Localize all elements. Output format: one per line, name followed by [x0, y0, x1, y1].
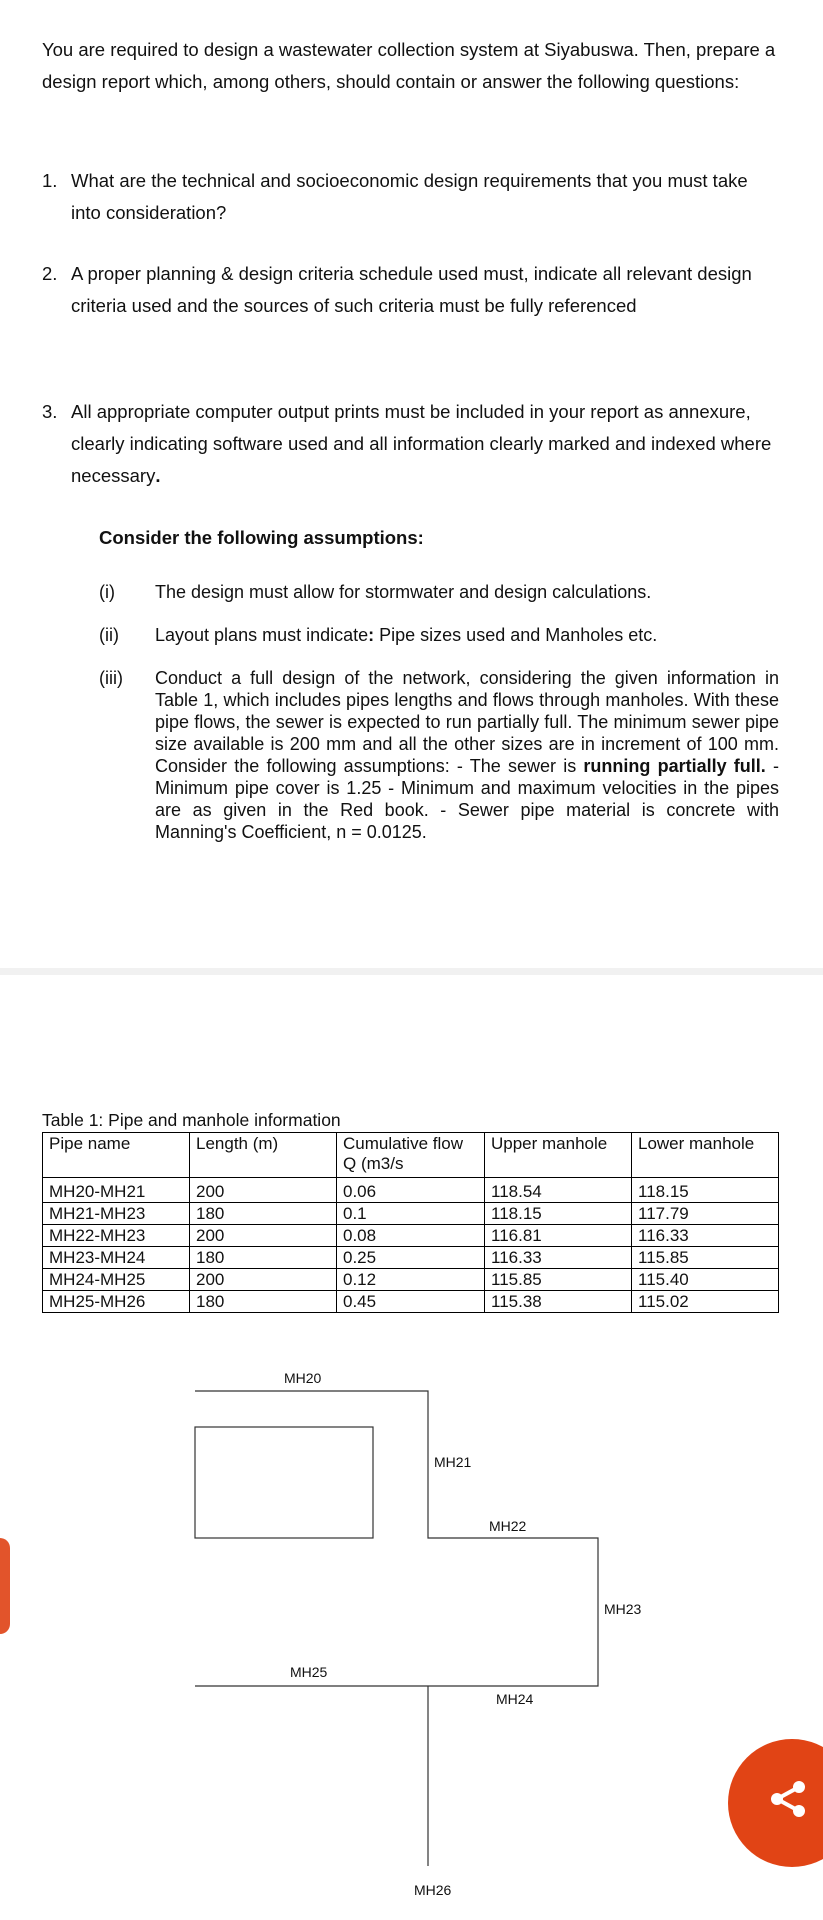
assumption-colon: :: [368, 625, 375, 645]
assumption-text-b: - Minimum pipe cover is 1.25 - Minimum and maximum velocities in the pipes are as given in the Red book. - Sewer pipe material is concrete with Manning's Coefficient, n = 0.0125.: [155, 756, 780, 842]
table-cell: 116.33: [485, 1247, 632, 1269]
question-text: What are the technical and socioeconomic design requirements that you must take into consideration?: [71, 170, 748, 223]
table-cell: MH20-MH21: [43, 1178, 190, 1203]
building-block: [195, 1427, 373, 1538]
table-cell: 180: [190, 1291, 337, 1313]
table-cell: 115.40: [632, 1269, 779, 1291]
table-cell: 115.38: [485, 1291, 632, 1313]
table-cell: 200: [190, 1225, 337, 1247]
table-cell: MH23-MH24: [43, 1247, 190, 1269]
manhole-label-mh25: MH25: [290, 1664, 328, 1680]
question-number: 1.: [42, 170, 58, 191]
manhole-label-mh22: MH22: [489, 1518, 527, 1534]
table-cell: 118.54: [485, 1178, 632, 1203]
column-header: Cumulative flow Q (m3/s: [337, 1133, 485, 1178]
question-text: A proper planning & design criteria schedule used must, indicate all relevant design criteria used and the sources of such criteria must be fully referenced: [71, 263, 752, 316]
question-text: All appropriate computer output prints must be included in your report as annexure, clearly indicating software used and all information clearly marked and indexed where necessary: [71, 401, 772, 486]
assumption-number: (ii): [99, 625, 119, 645]
manhole-label-mh24: MH24: [496, 1691, 534, 1707]
table-caption: Table 1: Pipe and manhole information: [42, 1110, 341, 1130]
column-header: Length (m): [190, 1133, 337, 1178]
table-cell: 117.79: [632, 1203, 779, 1225]
manhole-label-mh26: MH26: [414, 1882, 452, 1898]
table-cell: 180: [190, 1203, 337, 1225]
column-header: Lower manhole: [632, 1133, 779, 1178]
question-number: 3.: [42, 401, 58, 422]
assumption-text: The design must allow for stormwater and design calculations.: [155, 582, 652, 602]
assumption-text-a: Layout plans must indicate: [155, 625, 369, 645]
table-cell: 115.02: [632, 1291, 779, 1313]
manhole-label-mh21: MH21: [434, 1454, 472, 1470]
table-cell: MH25-MH26: [43, 1291, 190, 1313]
assumption-number: (i): [99, 582, 115, 602]
table-cell: 118.15: [632, 1178, 779, 1203]
table-cell: MH24-MH25: [43, 1269, 190, 1291]
assumption-number: (iii): [99, 668, 123, 688]
table-cell: 0.06: [337, 1178, 485, 1203]
table-cell: 115.85: [632, 1247, 779, 1269]
table-cell: 180: [190, 1247, 337, 1269]
table-cell: 0.25: [337, 1247, 485, 1269]
table-cell: 116.33: [632, 1225, 779, 1247]
intro-paragraph: You are required to design a wastewater collection system at Siyabuswa. Then, prepare a design report which, among others, should contain or answer the following questions:: [42, 39, 776, 92]
manhole-label-mh20: MH20: [284, 1370, 322, 1386]
assumption-bold: running partially full.: [583, 756, 766, 776]
table-cell: 0.45: [337, 1291, 485, 1313]
table-cell: MH21-MH23: [43, 1203, 190, 1225]
question-end: .: [155, 465, 161, 486]
table-cell: 115.85: [485, 1269, 632, 1291]
question-number: 2.: [42, 263, 58, 284]
table-cell: 118.15: [485, 1203, 632, 1225]
assumptions-heading: Consider the following assumptions:: [99, 527, 424, 548]
share-icon: [767, 1778, 809, 1820]
table-cell: 0.12: [337, 1269, 485, 1291]
table-cell: MH22-MH23: [43, 1225, 190, 1247]
assumption-text-a: Conduct a full design of the network, considering the given information in Table 1, which includes pipes lengths and flows through manholes. With these pipe flows, the sewer is expected to run partially full. The minimum sewer pipe size available is 200 mm and all the other sizes are in increment of 100 mm. Consider the following assumptions: - The sewer is: [155, 668, 779, 776]
manhole-label-mh23: MH23: [604, 1601, 642, 1617]
table-cell: 200: [190, 1269, 337, 1291]
column-header: Pipe name: [43, 1133, 190, 1178]
assumption-text-c: Pipe sizes used and Manholes etc.: [374, 625, 658, 645]
table-cell: 0.08: [337, 1225, 485, 1247]
table-cell: 0.1: [337, 1203, 485, 1225]
side-drawer-tab[interactable]: [0, 1538, 10, 1634]
table-cell: 200: [190, 1178, 337, 1203]
table-cell: 116.81: [485, 1225, 632, 1247]
column-header: Upper manhole: [485, 1133, 632, 1178]
